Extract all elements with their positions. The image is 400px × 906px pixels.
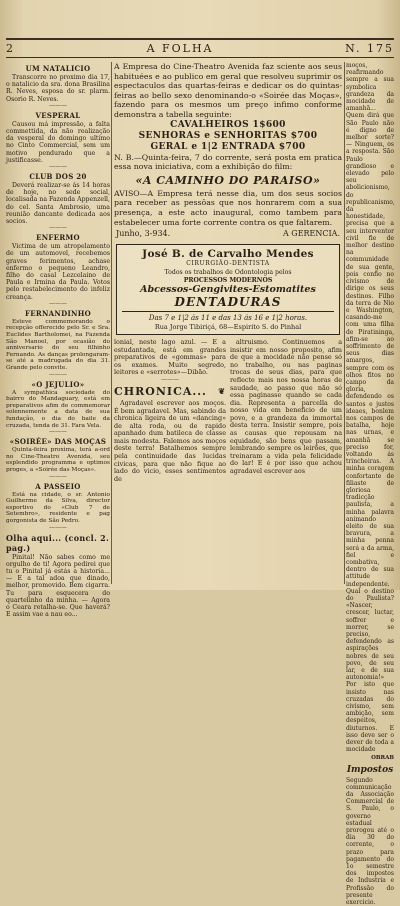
section-title: Impostos [346,765,394,775]
chronica-left [114,339,226,484]
section-text: A sympathica sociedade do bairro do Mandaguary, está em preparativos afim de commemorar solennemente a data de sua fundação, o dia do baile da cruzada, tenda de 31. Fara Vela. [6,390,110,430]
section-title: UM NATALICIO [6,64,110,73]
chronica-heading [114,385,226,398]
price-line: SENHORAS e SENHORITAS $700 [114,131,342,142]
ad-line: PROCESSOS MODERNOS [122,277,334,284]
sign-org: A GERENCIA. [283,228,340,239]
divider: ——— [6,301,110,307]
section-text: Está na cidade, o sr. Antonio Guilherme da Silva, director esportivo do «Club 7 de Setembro», residente e pag gorgonista de São Pedro. [6,492,110,525]
section-title: VESPERAL [6,111,110,120]
section-text: Esteve commemorando o recepção offerecido pelo Sr. e Sra. Euclides Bartholomei, na Fazenda São Manoel, por ocasião do anniversario do seu filhinho Fernando. As danças prolongaram-se até a madrugada do dia 31. Grande pelo convite. [6,319,110,372]
price-line: CAVALHEIROS 1$600 [114,120,342,131]
divider: ——— [6,372,110,378]
section-title: «SOIRÉE» DAS MOÇAS [6,437,110,446]
film-title: «A CAMINHO DO PARAISO» [114,174,342,187]
section-title: «O JEJULIO» [6,380,110,389]
dentist-advertisement [116,244,340,335]
announcement-note: N. B.—Quinta-feira, 7 do corrente, será posta em pratica essa nova iniciativa, com a exhibição do film: [114,153,342,172]
ad-name: José B. de Carvalho Mendes [122,248,334,260]
right-text: moços, reafirmando sempre a sua symbolica grandeza da mocidade de amanhã... Quem dirá que São Paulo não é digno de melhor sorte? — Ninguem, os a resposta. São Paulo grandioso e elevado pelo seu abolicionismo, do republicanismo, da honestidade, precisa que a seu interventor civil fie de melhor destino na communidade de sua gente, pois confio no civismo de dirige os seus destinos. Filho da terra de Nio e Washington, casando-me com uma filha de Piratininga, afim-se ao soffrimento de seus dias amargos, sempre com os olhos fitos no campo da gloria, defendendo os santos e justos ideaes, bonlem nos campos de batalha, hoje nas urnas, e amanhã se preciso for, voltando ás trincheiras. A minha coragem confortante de filiaste de gloriosa tradicção paulista, a minha palavra animando eleito de sua bravura, a minha penna será a da arma, fiel e combativa, dentro de sua attitude independente. Qual o destino do Paulista? «Nascer, crescer, luctar, soffrer e morrer, se preciso, defendendo as aspirações nobres de seu povo, de seu lar, e de sua autonomia!» Por isto que insisto nas cruzadas do civismo, sem ambição, sem despeitos, diuturnos. E isso deve ser o dever de toda a mocidade [346,62,394,754]
chronica-right [230,339,342,484]
ad-address: Rua Jorge Tibiriçá, 68—Espirito S. do Pinhal [122,323,334,331]
section-title: ENFERMO [6,233,110,242]
middle-column [114,62,342,584]
chronica-section [114,339,342,484]
page-header [6,40,394,58]
right-column [346,62,394,584]
section-text: Deverá realizar-se ás 14 horas de hoje, no sede social, localisada na Fazenda Appenzell, do cel. Santa Ambrosio, uma reunião dancante dedicada aos socios. [6,182,110,225]
section-title: A PASSEIO [6,482,110,491]
divider: ——— [6,164,110,170]
aviso-text: AVISO—A Empresa terá nesse dia, um dos seus socios para receber as pessôas que nos honrarem com a sua presença, a este acto inaugural, como tambem para estabelecer uma forte corrente contra os que faltarem. [114,189,342,227]
column-text: Pinital! Não sabes como me orgulho de ti! Agora pedirei que tu o Pinital já estás a historia... — E a tal adoa que dinado, melhor, promovido. Bem cigarra. Tu para esquecera do quartelinho da minha. — Agora o Ceara retalha-se. Que haverá? E assim vae a nau eo... [6,554,110,619]
masthead-title: A FOLHA [15,42,345,55]
divider: ——— [114,377,226,383]
section-title: CLUB DOS 20 [6,172,110,181]
column-title: Olha aqui... (concl. 2. pag.) [6,533,110,553]
section-text: Causou má impressão, a falta commettida, da não realização da vesperal do domingo ultimo no Cinto Commercial, sem um motivo pendurado que a justificasse. [6,121,110,164]
cinema-announcement: A Empresa do Cine-Theatro Avenida faz sciente aos seus habituées e ao publico em geral que resolveu suprimir os espectaculos das quartas-feiras e dedicar os do quintas-feiras ao bello sexo denominando-o «Soirée das Moças», fazendo para os mesmos um preço infimo conforme demonstra a tabella seguinte: [114,62,342,120]
section-text: Quinta-feira proxima, terá a-ord no Cine-Theatro Avenida, seu esplendido programma e optimos proges, a «Soirée das Moças». [6,447,110,473]
section-text: Transcorre no proximo dia 17, o natalicio da sra. dona Brasilina R. Neves, esposa do sr. plarm. Osorio R. Neves. [6,74,110,103]
ad-dentures: DENTADURAS [122,295,334,309]
column-rule [111,62,112,584]
ad-services: Abcessos-Gengivites-Estomatites [122,284,334,295]
header-left: 2 [6,42,15,55]
student-text: lonial, neste lago azul. — E a estudantada, está em grandes preparativos de «gommas» para os exames. Muito segredo, leitores e «serrotes»—Dibão. [114,339,226,377]
ad-line: Todos os trabalhos de Odontologia pelos [122,269,334,276]
divider: ——— [6,525,110,531]
ornament-icon: ❦ [218,386,226,396]
ad-hours: Das 7 e 1|2 ás 11 e das 13 ás 16 e 1|2 horas. [122,311,334,323]
impostos-text: Segundo communicação da Associação Commercial de S. Paulo, o governo estadual prorogou até o dia 30 do corrente, o prazo para pagamento do 1o semestre dos impostos de Industria e Profissão do presente exercicio. [346,777,394,906]
page-number: N. 175 [345,42,394,55]
ad-specialty: CIRURGIÃO-DENTISTA [122,260,334,267]
author-signature: OBRAB [346,755,394,761]
chronica-continuation: altruismo. Continuemos a insistir em nosso proposito, afim de que a mocidade não pense só no trabalho, ou nas paginas trocas de seus dias, para que reflecte mais nos nossa horas de saudade, ao passo que não só essa paginasse quando se cada dia. Representa a parcella do nosso vida em beneficio de um povo, e a grandeza da immortal desta terra. Insistir sempre, pois as causas que repousam na equidade, são bens que passam, lembrando sempre os leirões, que treinaram a vida pela felicidade do lar! E é por isso que achou agradavel escrever aos [230,339,342,476]
divider: ——— [6,474,110,480]
divider: ——— [6,103,110,109]
signature-line [114,227,342,240]
chronica-text: Agradavel escrever aos moços. É bem agradavel. Mas, sabindo da chronica ligeira de um «dancing» de alta roda, ou de rapido apanhado dum batileca de classe mais modesta. Falemos aos moços deste terra! Batalhemos sempre pela continuidade das lucidas civicas, para que não fique ao lado do vicio, esses sentimentos de [114,400,226,484]
chronica-title: CHRONICA... [114,385,207,398]
divider: ——— [6,429,110,435]
price-line: GERAL e 1|2 ENTRADA $700 [114,142,342,153]
column-rule [344,62,345,584]
sign-date: Junho, 3-934. [116,228,170,239]
divider: ——— [6,225,110,231]
section-text: Victima de um atropelamento de um automovel, recebemos graves ferimentos, achase enfermo o pequeno Leandro, filho do casal Lezcelaino de Paula e Irmina da Paula. Votos pelo restabelecimento do infeliz creança. [6,243,110,301]
section-title: FERNANDINHO [6,309,110,318]
left-column [6,62,110,584]
